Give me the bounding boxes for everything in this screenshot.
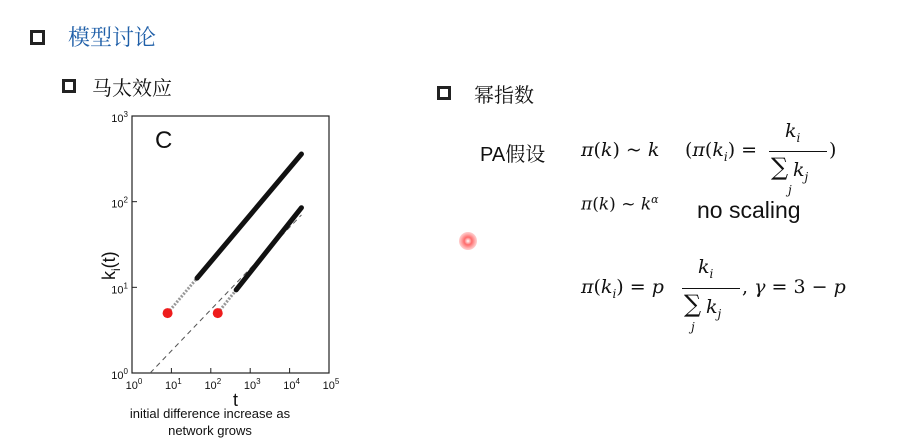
- series-line: [197, 154, 301, 278]
- left-section-heading: 马太效应: [92, 76, 172, 100]
- formula-k: k: [600, 276, 613, 298]
- start-marker: [163, 308, 173, 318]
- x-tick-label: $10^4$: [283, 377, 300, 392]
- formula-k: k: [698, 256, 710, 278]
- formula-alpha: α: [651, 193, 659, 206]
- x-tick-label: $10^1$: [165, 377, 182, 392]
- x-tick-label: $10^2$: [204, 377, 222, 392]
- caption-line-2: network grows: [168, 423, 252, 438]
- formula-gamma: γ: [754, 276, 766, 298]
- formula-k: k: [640, 194, 652, 215]
- y-tick-label: $10^0$: [111, 367, 128, 382]
- sum-symbol: ∑: [684, 290, 702, 318]
- formula-p: p: [833, 276, 846, 298]
- formula-k: k: [598, 194, 610, 215]
- formula-tilde: ~: [621, 194, 636, 215]
- x-tick-label: $10^0$: [125, 377, 143, 392]
- formula-k: k: [706, 296, 718, 318]
- formula-pi: π: [692, 139, 705, 161]
- fraction-bar: [682, 288, 740, 289]
- no-scaling-note: no scaling: [697, 197, 801, 223]
- slide-title: 模型讨论: [68, 26, 157, 51]
- left-bullet-icon: [62, 79, 76, 93]
- sum-symbol: ∑: [771, 153, 789, 181]
- start-marker: [213, 308, 223, 318]
- series-line-early: [168, 278, 197, 313]
- y-tick-label: $10^3$: [111, 110, 128, 125]
- y-axis-label-k: k: [99, 271, 119, 280]
- formula-exponent: $\pi(k_i) = p$ $k_i$ ∑ j $k_j$ , γ = 3 − p: [581, 256, 846, 334]
- y-tick-label: $10^2$: [111, 195, 128, 211]
- formula-equals: =: [771, 276, 788, 298]
- formula-pi: π: [581, 194, 593, 215]
- laser-pointer-icon: [459, 232, 477, 250]
- x-axis-label: t: [233, 390, 239, 410]
- formula-p: p: [651, 276, 664, 298]
- formula-equals: =: [741, 139, 758, 161]
- title-bullet-icon: [30, 30, 45, 45]
- formula-i: i: [709, 266, 714, 281]
- formula-pa: π(k) ~ k ($\pi(k_i)$ = $k_i$ ∑ j $k_j$ ): [581, 120, 837, 197]
- formula-tilde: ~: [625, 139, 642, 161]
- formula-k: k: [793, 159, 805, 181]
- degree-growth-chart: [95, 108, 355, 428]
- formula-i: i: [796, 130, 801, 145]
- figure-caption: [90, 405, 330, 439]
- formula-pi: π: [581, 276, 594, 298]
- y-axis-label: [99, 251, 123, 280]
- y-axis-label-sub: i: [109, 268, 123, 271]
- pa-label: PA假设: [480, 144, 546, 166]
- fraction-bar: [769, 151, 827, 152]
- formula-equals: =: [629, 276, 646, 298]
- formula-k: k: [600, 139, 613, 161]
- y-tick-label: $10^1$: [111, 281, 128, 297]
- formula-i: i: [612, 286, 617, 301]
- formula-nonlinear: π(k) ~ $k^\alpha$: [581, 193, 659, 215]
- formula-k: k: [712, 139, 724, 161]
- right-bullet-icon: [437, 86, 451, 100]
- caption-line-1: initial difference increase as: [129, 406, 291, 421]
- formula-three: 3: [793, 276, 806, 298]
- formula-j: j: [717, 306, 722, 321]
- formula-j: j: [691, 320, 695, 334]
- right-section-heading: 幂指数: [474, 83, 534, 107]
- formula-comma: ,: [742, 276, 749, 298]
- formula-j: j: [804, 169, 809, 184]
- panel-label: C: [155, 127, 173, 154]
- x-tick-label: $10^3$: [243, 377, 261, 392]
- formula-i: i: [723, 149, 728, 164]
- formula-j: j: [788, 183, 792, 197]
- formula-k: k: [785, 120, 797, 142]
- formula-minus: −: [811, 276, 828, 298]
- x-tick-label: $10^5$: [322, 377, 340, 392]
- formula-k: k: [647, 139, 660, 161]
- y-axis-label-tail: (t): [99, 251, 119, 269]
- formula-pi: π: [581, 139, 594, 161]
